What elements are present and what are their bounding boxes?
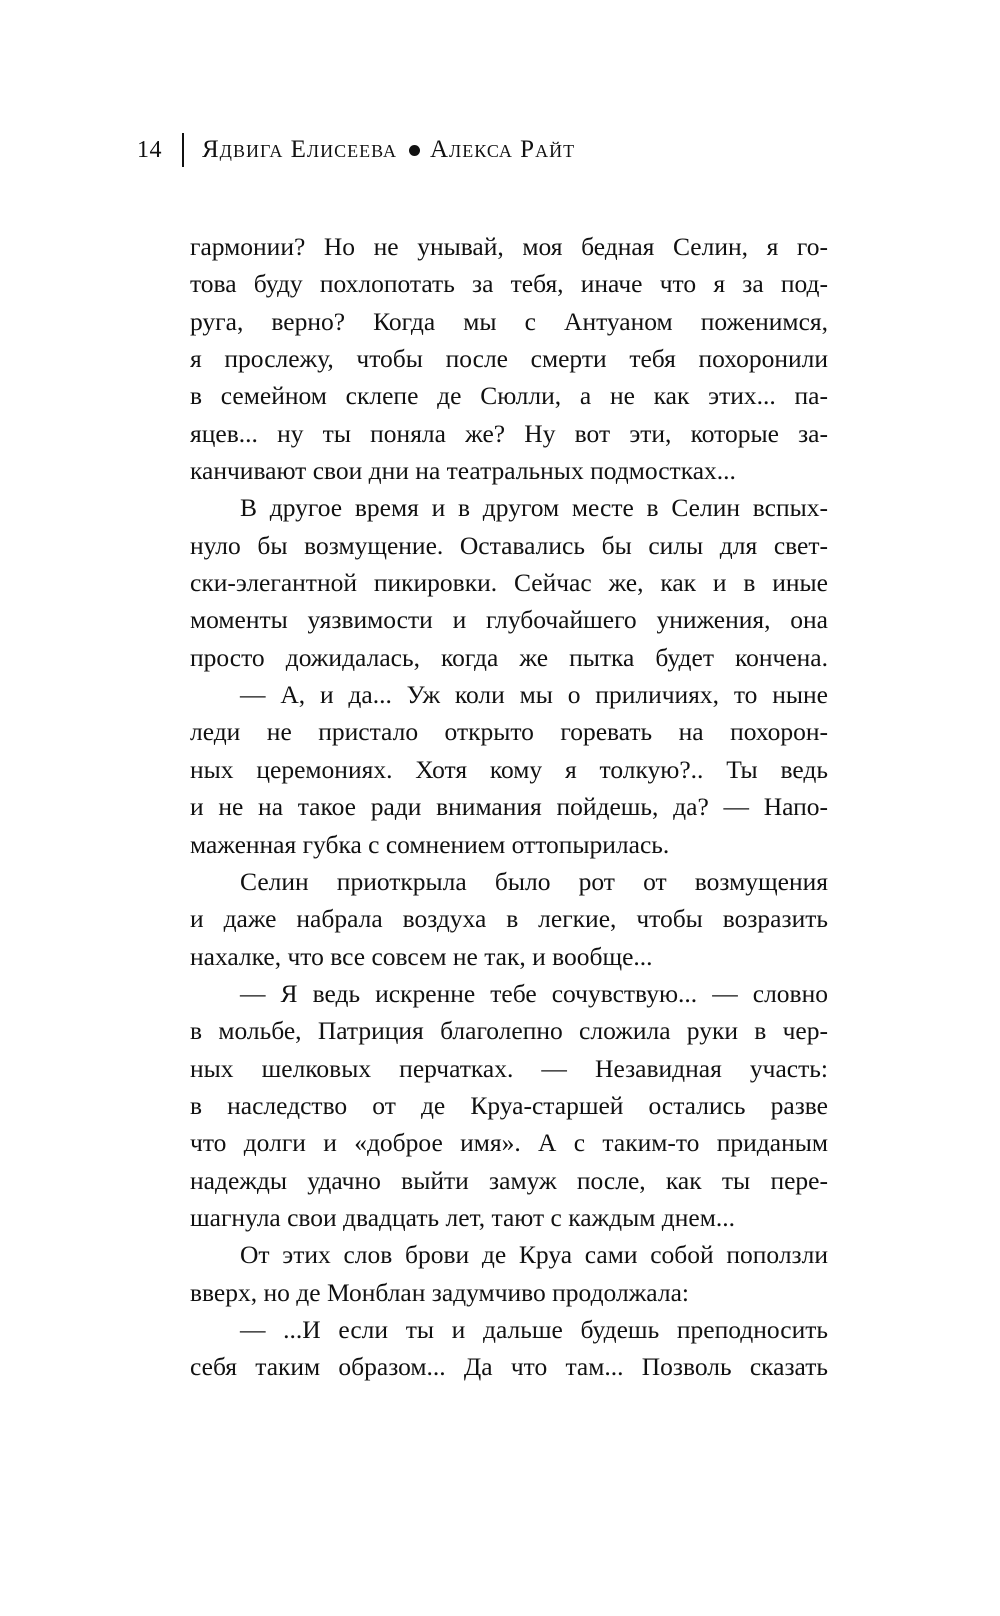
text-line: что долги и «доброе имя». А с таким-то приданым [190,1128,828,1158]
body-text [190,228,828,1386]
text-line: я прослежу, чтобы после смерти тебя похоронили [190,344,828,374]
text-line: вверх, но де Монблан задумчиво продолжала: [190,1277,689,1307]
text-line: и даже набрала воздуха в легкие, чтобы возразить [190,904,828,934]
bullet-separator-icon [409,145,420,156]
text-line: и не на такое ради внимания пойдешь, да? — Напо- [190,792,828,822]
text-line: това буду похлопотать за тебя, иначе что я за под- [190,269,828,299]
text-line: в семейном склепе де Сюлли, а не как этих... па- [190,381,828,411]
header-divider [182,133,184,167]
text-line: себя таким образом... Да что там... Позволь сказать [190,1352,828,1382]
text-line: В другое время и в другом месте в Селин вспых- [240,493,828,523]
text-line: леди не пристало открыто горевать на похорон- [190,717,828,747]
text-line: — А, и да... Уж коли мы о приличиях, то ныне [240,680,828,710]
text-line: шагнула свои двадцать лет, тают с каждым днем... [190,1202,735,1232]
text-line: От этих слов брови де Круа сами собой поползли [240,1240,828,1270]
text-line: — Я ведь искренне тебе сочувствую... — словно [240,978,828,1008]
text-line: ных шелковых перчатках. — Незавидная участь: [190,1053,828,1083]
text-line: ных церемониях. Хотя кому я толкую?.. Ты ведь [190,754,828,784]
text-line: надежды удачно выйти замуж после, как ты пере- [190,1165,828,1195]
text-line: — ...И если ты и дальше будешь преподносить [240,1314,828,1344]
page-number: 14 [137,136,162,163]
text-line: просто дожидалась, когда же пытка будет кончена. [190,642,828,672]
text-line: в мольбе, Патриция благолепно сложила руки в чер- [190,1016,828,1046]
text-line: маженная губка с сомнением оттопырилась. [190,829,670,859]
text-line: ски-элегантной пикировки. Сейчас же, как и в иные [190,568,828,598]
text-line: руга, верно? Когда мы с Антуаном поженимся, [190,306,828,336]
running-head [137,130,575,170]
text-line: яцев... ну ты поняла же? Ну вот эти, которые за- [190,418,828,448]
text-line: гармонии? Но не унывай, моя бедная Селин, я го- [190,232,828,261]
text-line: моменты уязвимости и глубочайшего унижения, она [190,605,828,635]
author-name-2: Алекса Райт [430,136,576,163]
text-line: Селин приоткрыла было рот от возмущения [240,866,828,896]
text-line: канчивают свои дни на театральных подмостках... [190,456,736,486]
text-line: нуло бы возмущение. Оставались бы силы для свет- [190,530,828,560]
author-name-1: Ядвига Елисеева [202,136,397,163]
text-line: в наследство от де Круа-старшей остались разве [190,1090,828,1120]
text-line: нахалке, что все совсем не так, и вообще... [190,941,653,971]
